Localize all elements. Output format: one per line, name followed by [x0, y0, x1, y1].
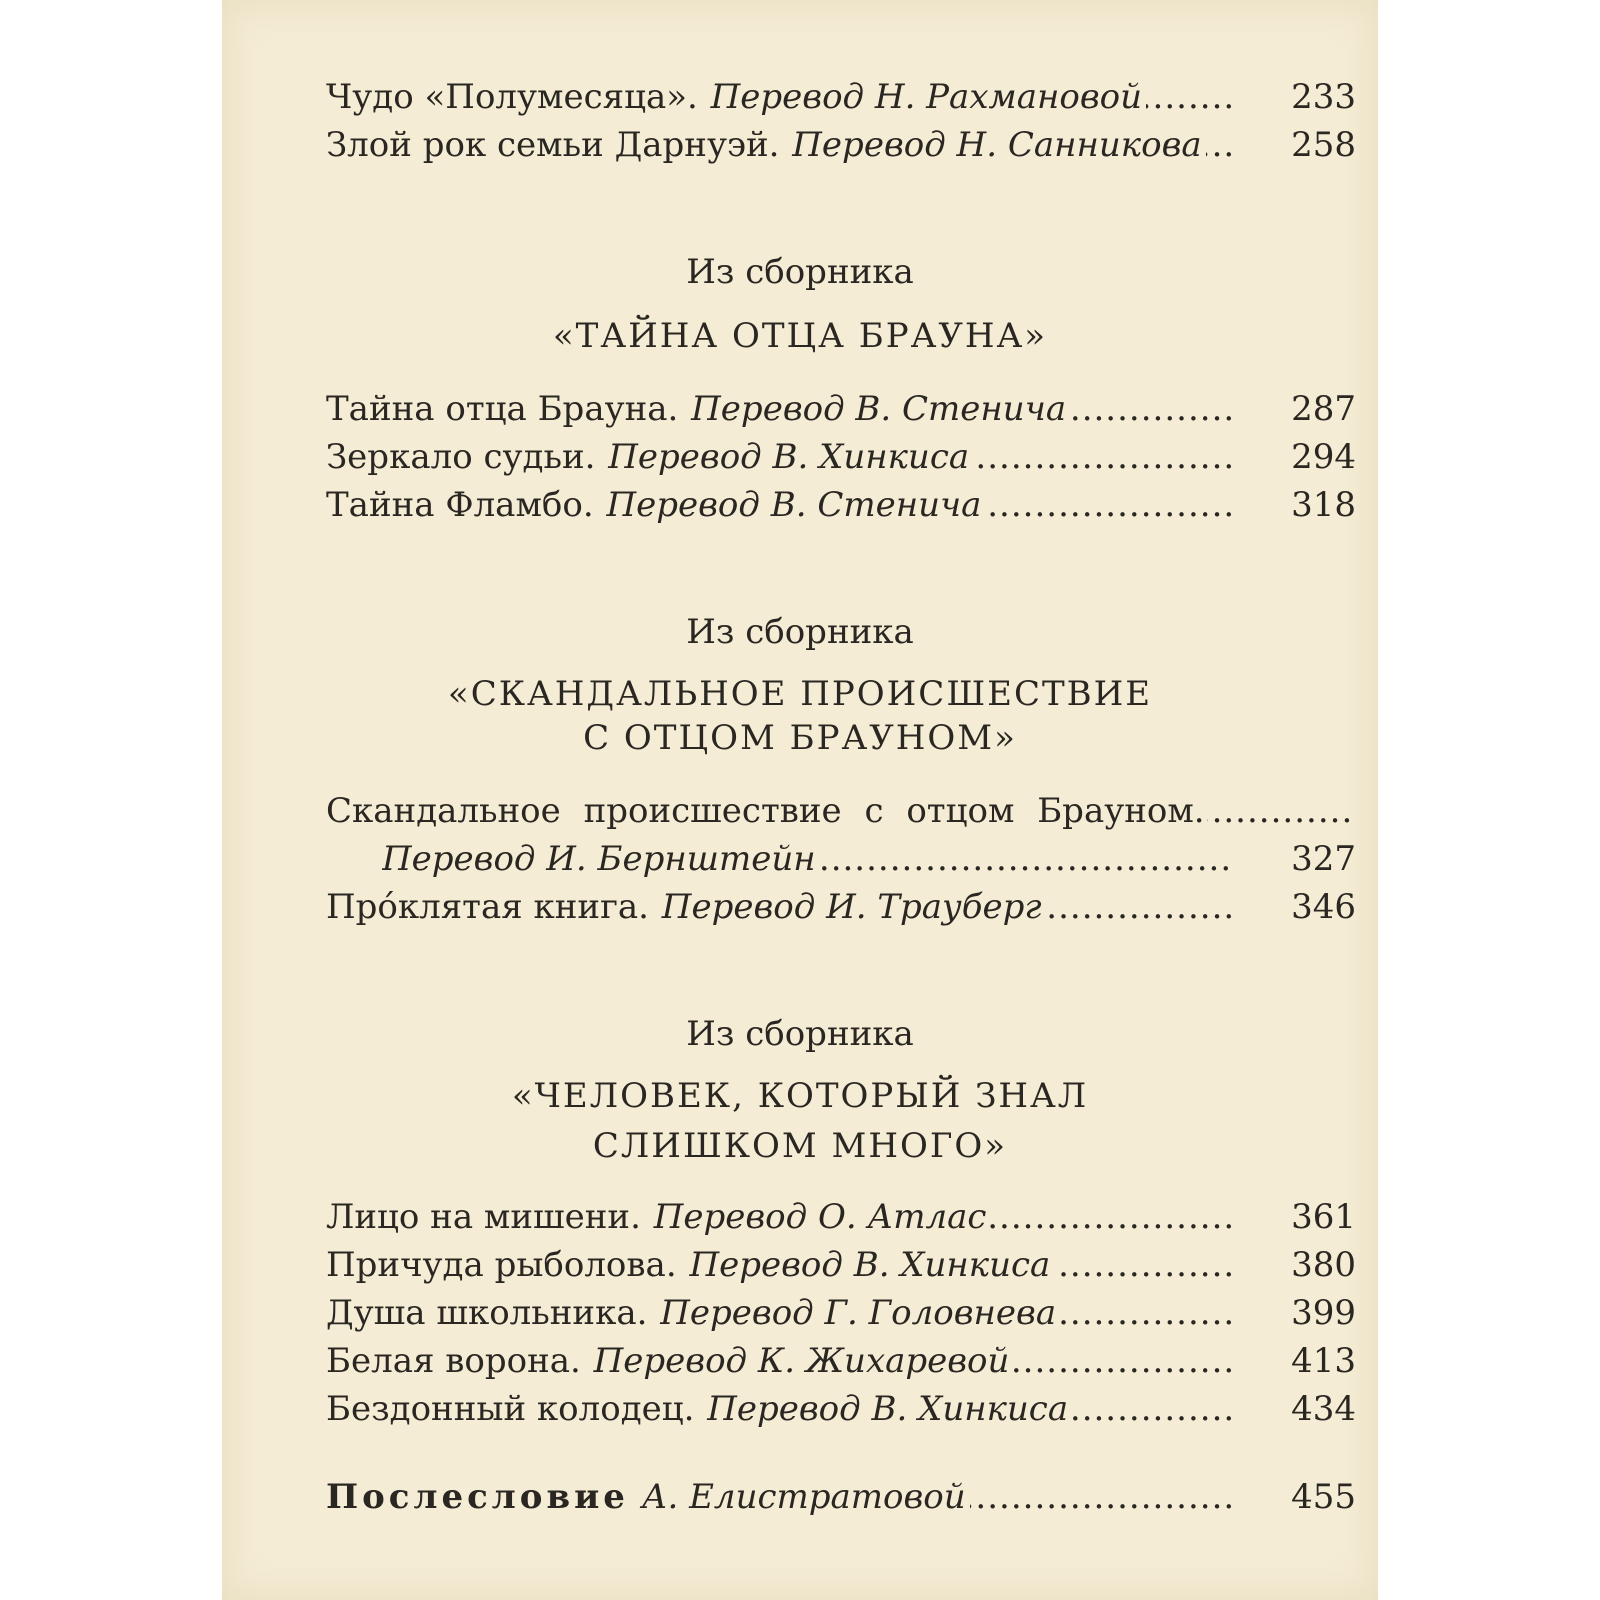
- toc-entry: [326, 884, 1356, 930]
- entry-translator: Перевод В. Хинкиса: [707, 1389, 1069, 1429]
- toc-entry: [382, 836, 1356, 882]
- entry-page: 258: [1291, 125, 1356, 165]
- book-page: [222, 0, 1378, 1600]
- entry-translator: Перевод И. Трауберг: [661, 887, 1042, 927]
- entry-page: 346: [1291, 887, 1356, 927]
- entry-title: Прóклятая книга.: [326, 887, 649, 927]
- toc-entry: [326, 1242, 1356, 1288]
- afterword-label: Послесловие: [326, 1477, 629, 1517]
- toc-entry: [326, 1338, 1356, 1384]
- entry-page: 361: [1291, 1197, 1356, 1237]
- entry-translator: Перевод Н. Рахмановой: [710, 77, 1142, 117]
- toc-entry: [326, 1290, 1356, 1336]
- section-title-line2: С ОТЦОМ БРАУНОМ»: [583, 718, 1017, 758]
- entry-title: Чудо «Полумесяца».: [326, 77, 698, 117]
- entry-title: Белая ворона.: [326, 1341, 581, 1381]
- afterword-author: А. Елистратовой: [641, 1477, 966, 1517]
- entry-page: 413: [1291, 1341, 1356, 1381]
- section-from-label: Из сборника: [686, 1014, 914, 1054]
- toc-entry: [326, 1194, 1356, 1240]
- entry-page: 233: [1291, 77, 1356, 117]
- entry-translator: Перевод Н. Санникова: [792, 125, 1202, 165]
- entry-title: Тайна Фламбо.: [326, 485, 594, 525]
- entry-translator: Перевод И. Бернштейн: [382, 839, 816, 879]
- toc-entry-afterword: [326, 1474, 1356, 1520]
- entry-title: Скандальное происшествие с отцом Брауном.: [326, 791, 1205, 831]
- entry-title: Причуда рыболова.: [326, 1245, 677, 1285]
- entry-translator: Перевод Г. Головнева: [660, 1293, 1057, 1333]
- entry-page: 318: [1291, 485, 1356, 525]
- entry-page: 287: [1291, 389, 1356, 429]
- entry-page: 434: [1291, 1389, 1356, 1429]
- toc-entry: [326, 122, 1356, 168]
- entry-page: 399: [1291, 1293, 1356, 1333]
- entry-title: Душа школьника.: [326, 1293, 648, 1333]
- entry-title: Тайна отца Брауна.: [326, 389, 679, 429]
- section-title: «ТАЙНА ОТЦА БРАУНА»: [552, 316, 1048, 356]
- entry-page: 380: [1291, 1245, 1356, 1285]
- entry-translator: Перевод В. Хинкиса: [608, 437, 970, 477]
- toc-entry: [326, 434, 1356, 480]
- section-title-line1: «ЧЕЛОВЕК, КОТОРЫЙ ЗНАЛ: [511, 1076, 1089, 1116]
- entry-title: Зеркало судьи.: [326, 437, 596, 477]
- section-title-line1: «СКАНДАЛЬНОЕ ПРОИСШЕСТВИЕ: [447, 674, 1153, 714]
- toc-entry: [326, 482, 1356, 528]
- toc-entry-title-line: [326, 788, 1356, 834]
- entry-translator: Перевод К. Жихаревой: [593, 1341, 1010, 1381]
- toc-entry: [326, 74, 1356, 120]
- entry-page: 455: [1291, 1477, 1356, 1517]
- toc-entry: [326, 1386, 1356, 1432]
- section-from-label: Из сборника: [686, 612, 914, 652]
- section-title-line2: СЛИШКОМ МНОГО»: [592, 1126, 1008, 1166]
- entry-translator: Перевод В. Хинкиса: [689, 1245, 1051, 1285]
- entry-translator: Перевод В. Стенича: [606, 485, 982, 525]
- entry-translator: Перевод О. Атлас: [653, 1197, 987, 1237]
- entry-title: Бездонный колодец.: [326, 1389, 695, 1429]
- entry-page: 327: [1291, 839, 1356, 879]
- entry-title: Злой рок семьи Дарнуэй.: [326, 125, 780, 165]
- toc-entry: [326, 386, 1356, 432]
- entry-title: Лицо на мишени.: [326, 1197, 641, 1237]
- entry-translator: Перевод В. Стенича: [691, 389, 1067, 429]
- entry-page: 294: [1291, 437, 1356, 477]
- section-from-label: Из сборника: [686, 252, 914, 292]
